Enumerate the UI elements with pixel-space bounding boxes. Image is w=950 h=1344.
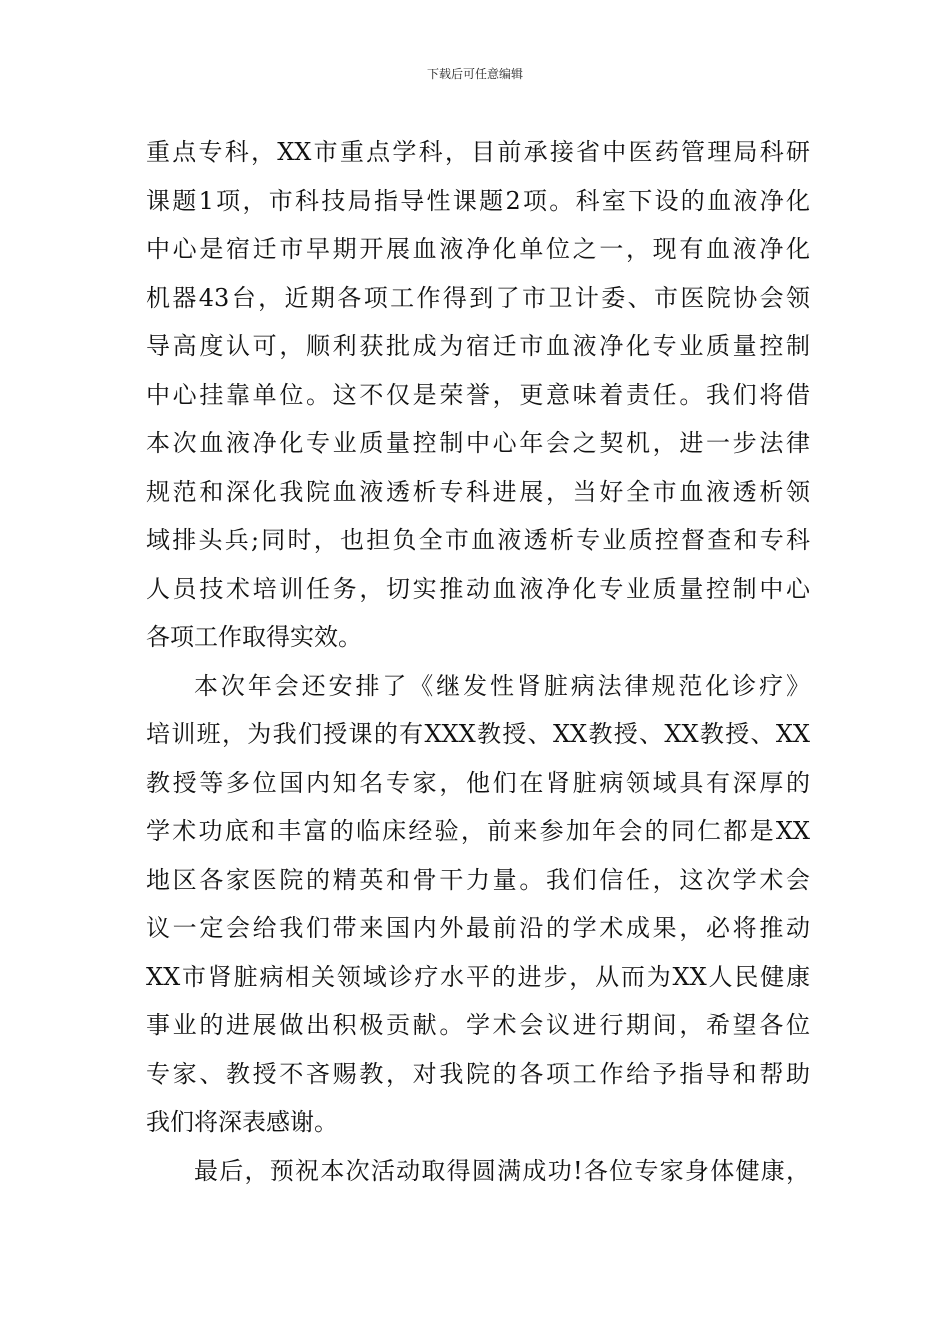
text-line: 导高度认可，顺利获批成为宿迁市血液净化专业质量控制: [146, 332, 810, 360]
text-line: 教授等多位国内知名专家，他们在肾脏病领域具有深厚的: [146, 768, 810, 797]
text-line: 重点专科，XX市重点学科，目前承接省中医药管理局科研: [146, 138, 810, 166]
text-line: 本次年会还安排了《继发性肾脏病法律规范化诊疗》: [194, 671, 810, 700]
text-line: 中心是宿迁市早期开展血液净化单位之一，现有血液净化: [146, 235, 810, 263]
text-line: 中心挂靠单位。这不仅是荣誉，更意味着责任。我们将借: [146, 380, 810, 409]
text-line: 本次血液净化专业质量控制中心年会之契机，进一步法律: [146, 429, 810, 457]
text-line: 我们将深表感谢。: [146, 1108, 338, 1136]
text-line: 专家、教授不吝赐教，对我院的各项工作给予指导和帮助: [146, 1059, 810, 1088]
text-line: 规范和深化我院血液透析专科进展，当好全市血液透析领: [146, 477, 810, 506]
page-header: 下载后可任意编辑: [426, 67, 523, 81]
text-line: 地区各家医院的精英和骨干力量。我们信任，这次学术会: [146, 865, 810, 894]
text-line: 人员技术培训任务，切实推动血液净化专业质量控制中心: [146, 574, 810, 603]
text-line: 最后，预祝本次活动取得圆满成功!各位专家身体健康，: [194, 1156, 810, 1185]
text-line: 培训班，为我们授课的有XXX教授、XX教授、XX教授、XX: [146, 720, 810, 748]
text-line: 课题1项，市科技局指导性课题2项。科室下设的血液净化: [146, 186, 810, 215]
text-line: 域排头兵;同时，也担负全市血液透析专业质控督查和专科: [146, 526, 810, 554]
text-line: 学术功底和丰富的临床经验，前来参加年会的同仁都是XX: [146, 817, 810, 845]
document-body: [146, 128, 810, 1195]
text-line: 机器43台，近期各项工作得到了市卫计委、市医院协会领: [146, 283, 810, 312]
text-line: XX市肾脏病相关领域诊疗水平的进步，从而为XX人民健康: [146, 962, 810, 991]
text-line: 各项工作取得实效。: [146, 623, 362, 651]
text-line: 事业的进展做出积极贡献。学术会议进行期间，希望各位: [146, 1011, 810, 1039]
text-line: 议一定会给我们带来国内外最前沿的学术成果，必将推动: [146, 914, 810, 942]
